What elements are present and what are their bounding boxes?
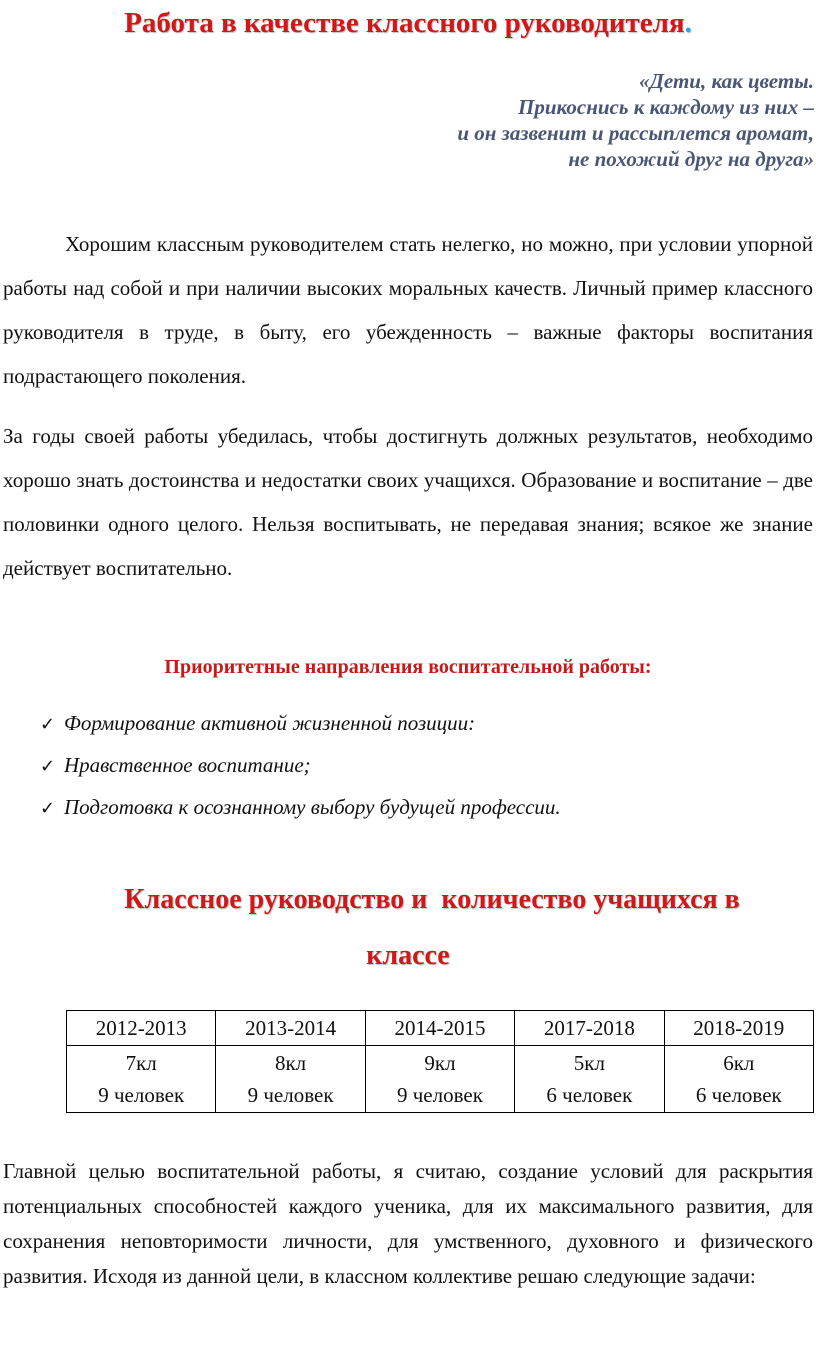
class-name: 5кл xyxy=(573,1051,605,1075)
table-cell xyxy=(67,1046,216,1113)
paragraph-experience: За годы своей работы убедилась, чтобы достигнуть должных результатов, необходимо хорошо знать достоинства и недостатки своих учащихся. Образование и воспитание – две половинки одного целого. Нельзя воспитывать, не передавая знания; всякое же знание действует воспитательно. xyxy=(3,424,813,580)
student-count: 9 человек xyxy=(98,1083,185,1107)
checkmark-icon: ✓ xyxy=(40,714,56,735)
quote-line: и он зазвенит и рассыплется аромат, xyxy=(457,121,814,145)
class-name: 9кл xyxy=(424,1051,456,1075)
table-header-cell: 2017-2018 xyxy=(515,1011,664,1046)
section-heading-continued: классе xyxy=(366,940,450,971)
list-item-text: Формирование активной жизненной позиции: xyxy=(64,711,476,735)
table-header-cell: 2014-2015 xyxy=(365,1011,514,1046)
table-cell xyxy=(664,1046,813,1113)
student-count: 6 человек xyxy=(546,1083,633,1107)
table-cell xyxy=(365,1046,514,1113)
table-header-cell: 2013-2014 xyxy=(216,1011,365,1046)
title-dot: . xyxy=(684,7,692,39)
list-item xyxy=(40,786,561,828)
epigraph-quote xyxy=(294,68,814,172)
class-name: 8кл xyxy=(274,1051,307,1075)
list-item xyxy=(40,744,561,786)
class-table xyxy=(66,1010,814,1113)
priorities-list xyxy=(40,702,561,828)
student-count: 9 человек xyxy=(397,1083,483,1107)
section-heading: Классное руководство и количество учащихся в xyxy=(124,884,740,915)
table-cell xyxy=(216,1046,365,1113)
student-count: 9 человек xyxy=(247,1083,334,1107)
list-item xyxy=(40,702,561,744)
title-text: Работа в качестве классного руководителя xyxy=(124,7,685,39)
table-header-cell: 2012-2013 xyxy=(67,1011,216,1046)
table-header-cell: 2018-2019 xyxy=(664,1011,813,1046)
quote-line: «Дети, как цветы. xyxy=(639,69,814,93)
table-cell xyxy=(515,1046,664,1113)
checkmark-icon: ✓ xyxy=(40,756,56,777)
list-item-text: Подготовка к осознанному выбору будущей профессии. xyxy=(64,795,561,819)
student-count: 6 человек xyxy=(695,1083,782,1107)
table-header-row xyxy=(67,1011,814,1046)
table-row xyxy=(67,1046,814,1113)
list-item-text: Нравственное воспитание; xyxy=(64,753,311,777)
class-name: 6кл xyxy=(723,1051,755,1075)
class-name: 7кл xyxy=(125,1051,157,1075)
quote-line: не похожий друг на друга» xyxy=(568,147,814,171)
checkmark-icon: ✓ xyxy=(40,798,56,819)
paragraph-intro: Хорошим классным руководителем стать нелегко, но можно, при условии упорной работы над собой и при наличии высоких моральных качеств. Личный пример классного руководителя в труде, в быту, его убежденность – важные факторы воспитания подрастающего поколения. xyxy=(3,232,813,388)
priorities-heading: Приоритетные направления воспитательной работы: xyxy=(164,656,652,678)
document-title xyxy=(0,4,816,42)
paragraph-goal: Главной целью воспитательной работы, я считаю, создание условий для раскрытия потенциальных способностей каждого ученика, для их максимального развития, для сохранения неповторимости личности, для умственного, духовного и физического развития. Исходя из данной цели, в классном коллективе решаю следующие задачи: xyxy=(3,1159,813,1288)
quote-line: Прикоснись к каждому из них – xyxy=(518,95,814,119)
